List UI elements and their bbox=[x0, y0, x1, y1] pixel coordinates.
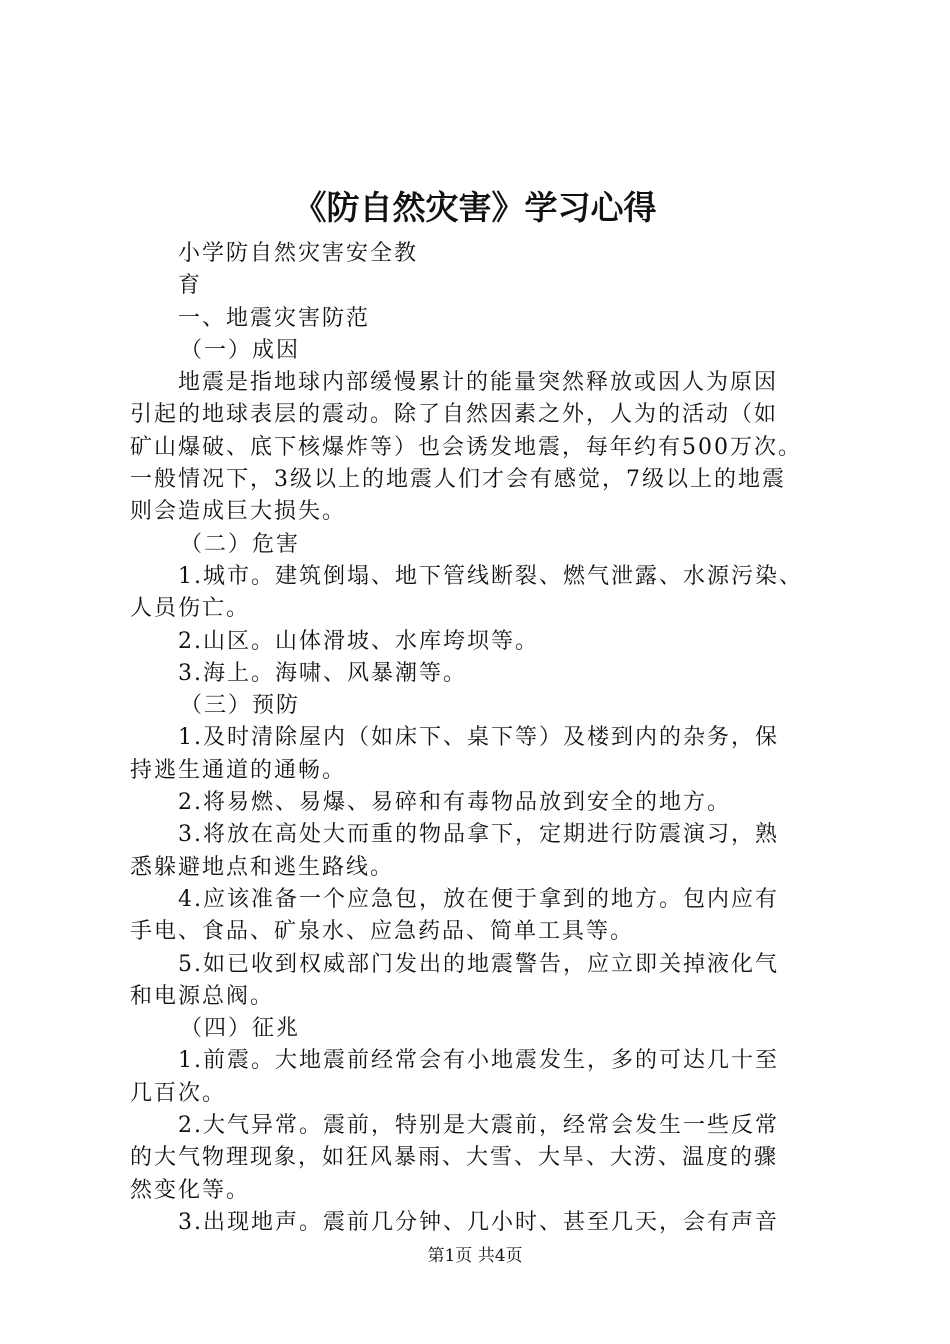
list-item: 人员伤亡。 bbox=[130, 596, 251, 622]
subtitle-line: 育 bbox=[178, 273, 203, 299]
document-body bbox=[130, 238, 830, 1239]
list-item: 3.海上。海啸、风暴潮等。 bbox=[178, 660, 467, 686]
list-item: 的大气物理现象，如狂风暴雨、大雪、大旱、大涝、温度的骤 bbox=[130, 1145, 779, 1171]
paragraph-line: 地震是指地球内部缓慢累计的能量突然释放或因人为原因 bbox=[178, 370, 779, 396]
page-title: 《防自然灾害》学习心得 bbox=[293, 188, 657, 227]
list-item: 手电、食品、矿泉水、应急药品、简单工具等。 bbox=[130, 919, 635, 945]
list-item: 2.大气异常。震前，特别是大震前，经常会发生一些反常 bbox=[178, 1113, 779, 1139]
list-item: 5.如已收到权威部门发出的地震警告，应立即关掉液化气 bbox=[178, 951, 779, 977]
paragraph-line: 一般情况下，3级以上的地震人们才会有感觉，7级以上的地震 bbox=[130, 467, 786, 493]
paragraph-line: 引起的地球表层的震动。除了自然因素之外，人为的活动（如 bbox=[130, 402, 779, 428]
subsection-heading: （三）预防 bbox=[180, 693, 301, 719]
list-item: 1.城市。建筑倒塌、地下管线断裂、燃气泄露、水源污染、 bbox=[178, 563, 803, 589]
section-heading: 一、地震灾害防范 bbox=[178, 305, 371, 331]
page-footer: 第1页 共4页 bbox=[427, 1246, 523, 1266]
subsection-heading: （二）危害 bbox=[180, 531, 301, 557]
paragraph-line: 矿山爆破、底下核爆炸等）也会诱发地震，每年约有500万次。 bbox=[130, 434, 802, 460]
subsection-heading: （四）征兆 bbox=[180, 1016, 301, 1042]
list-item: 和电源总阀。 bbox=[130, 983, 275, 1009]
list-item: 1.及时清除屋内（如床下、桌下等）及楼到内的杂务，保 bbox=[178, 725, 779, 751]
subsection-heading: （一）成因 bbox=[180, 337, 301, 363]
list-item: 几百次。 bbox=[130, 1080, 227, 1106]
list-item: 4.应该准备一个应急包，放在便于拿到的地方。包内应有 bbox=[178, 886, 779, 912]
list-item: 1.前震。大地震前经常会有小地震发生，多的可达几十至 bbox=[178, 1048, 779, 1074]
list-item: 悉躲避地点和逃生路线。 bbox=[130, 854, 395, 880]
list-item: 3.出现地声。震前几分钟、几小时、甚至几天，会有声音 bbox=[178, 1209, 779, 1235]
list-item: 3.将放在高处大而重的物品拿下，定期进行防震演习，熟 bbox=[178, 822, 779, 848]
list-item: 2.山区。山体滑坡、水库垮坝等。 bbox=[178, 628, 539, 654]
paragraph-line: 则会造成巨大损失。 bbox=[130, 499, 347, 525]
list-item: 然变化等。 bbox=[130, 1177, 251, 1203]
list-item: 2.将易燃、易爆、易碎和有毒物品放到安全的地方。 bbox=[178, 790, 731, 816]
list-item: 持逃生通道的通畅。 bbox=[130, 757, 347, 783]
subtitle-line: 小学防自然灾害安全教 bbox=[178, 241, 419, 266]
